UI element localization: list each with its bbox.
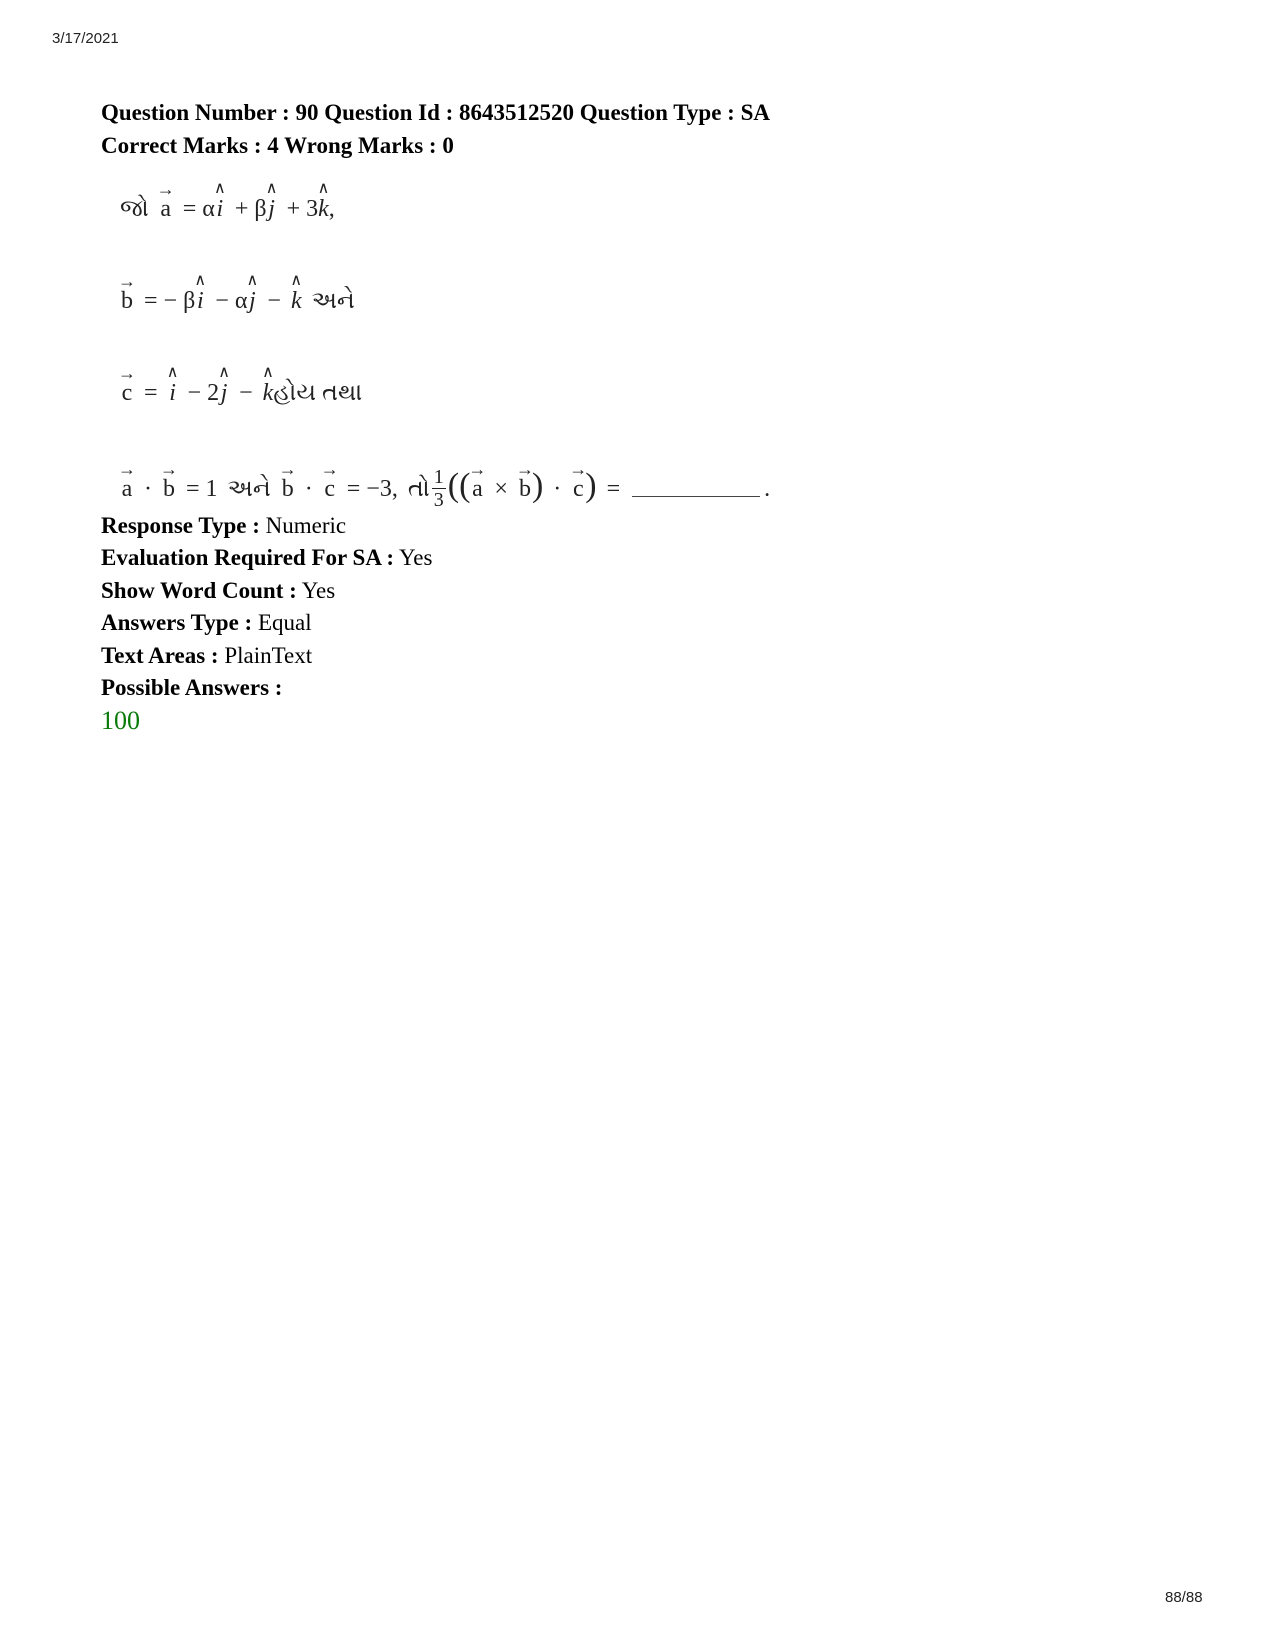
fraction-one-third <box>432 466 446 511</box>
question-header <box>101 96 770 162</box>
close-parenthesis: ) <box>531 467 544 504</box>
fraction-denominator: 3 <box>433 489 444 511</box>
minus-sign: − <box>239 380 253 406</box>
unit-vector-j: ∧ j <box>219 366 229 407</box>
possible-answers-row <box>101 672 432 704</box>
question-info-line: Question Number : 90 Question Id : 8643512520 Question Type : SA <box>101 100 770 125</box>
answers-type-value: Equal <box>257 610 312 636</box>
gujarati-and-word: અને <box>227 476 271 502</box>
unit-vector-j: ∧ j <box>247 274 257 315</box>
gujarati-then-word: તો <box>407 476 430 502</box>
text-areas-label: Text Areas : <box>101 642 219 668</box>
dot-operator: · <box>304 476 313 502</box>
possible-answers-label: Possible Answers : <box>101 675 283 701</box>
possible-answer-value: 100 <box>101 706 140 735</box>
plus-beta: + β <box>234 196 267 222</box>
unit-vector-k: ∧ k <box>291 274 302 315</box>
question-body <box>116 170 896 525</box>
text-areas-value: PlainText <box>224 642 313 668</box>
word-count-row <box>101 575 432 607</box>
evaluation-label: Evaluation Required For SA : <box>101 545 395 571</box>
question-line-2 <box>120 274 355 315</box>
response-type-value: Numeric <box>265 513 347 538</box>
plus-three: + 3 <box>286 196 319 222</box>
unit-vector-k: ∧ k <box>318 182 329 223</box>
page-number: 88/88 <box>1165 1589 1203 1606</box>
equals-sign: = <box>606 476 621 502</box>
evaluation-value: Yes <box>399 545 433 571</box>
question-line-3 <box>120 366 362 407</box>
marks-info-line: Correct Marks : 4 Wrong Marks : 0 <box>101 133 454 158</box>
print-date: 3/17/2021 <box>52 30 119 47</box>
minus-alpha: − α <box>215 288 248 314</box>
gujarati-if-word: જો <box>120 196 149 222</box>
text-areas-row <box>101 640 432 672</box>
vector-a: → a <box>470 462 484 503</box>
vector-b: → b <box>120 274 134 315</box>
answers-type-label: Answers Type : <box>101 610 253 636</box>
response-type-row <box>101 510 432 542</box>
minus-sign: − <box>267 288 281 314</box>
dot-operator: · <box>144 476 152 502</box>
close-parenthesis: ) <box>585 467 597 504</box>
word-count-label: Show Word Count : <box>101 577 297 603</box>
equals-minus-beta: = − β <box>144 288 196 314</box>
vector-c: → c <box>120 366 134 407</box>
evaluation-row <box>101 542 432 574</box>
comma: , <box>328 196 335 222</box>
cross-operator: × <box>494 476 508 502</box>
unit-vector-k: ∧ k <box>263 366 274 407</box>
period: . <box>764 476 771 502</box>
answers-type-row <box>101 607 432 639</box>
question-metadata <box>101 510 432 704</box>
equals-minus-three: = −3, <box>346 476 398 502</box>
vector-a: → a <box>120 462 134 503</box>
answer-blank <box>632 495 760 497</box>
unit-vector-j: ∧ j <box>267 182 277 223</box>
equals-alpha: = α <box>182 196 215 222</box>
unit-vector-i: ∧ i <box>215 182 225 223</box>
vector-b: → b <box>162 462 176 503</box>
unit-vector-i: ∧ i <box>168 366 178 407</box>
gujarati-and-word: અને <box>311 288 355 314</box>
vector-c: → c <box>571 462 585 503</box>
dot-operator: · <box>553 476 562 502</box>
open-parentheses: (( <box>447 467 471 504</box>
unit-vector-i: ∧ i <box>195 274 205 315</box>
vector-b: → b <box>518 462 532 503</box>
gujarati-given-word: હોય તથા <box>273 380 363 406</box>
response-type-label: Response Type : <box>101 513 260 538</box>
word-count-value: Yes <box>301 577 336 603</box>
minus-two: − 2 <box>187 380 220 406</box>
vector-a: → a <box>159 182 173 223</box>
equals-one: = 1 <box>186 476 218 502</box>
question-line-1 <box>120 182 335 223</box>
question-line-4 <box>120 458 771 511</box>
fraction-numerator: 1 <box>433 466 444 488</box>
equals-sign: = <box>144 380 158 406</box>
vector-b: → b <box>281 462 295 503</box>
vector-c: → c <box>323 462 337 503</box>
